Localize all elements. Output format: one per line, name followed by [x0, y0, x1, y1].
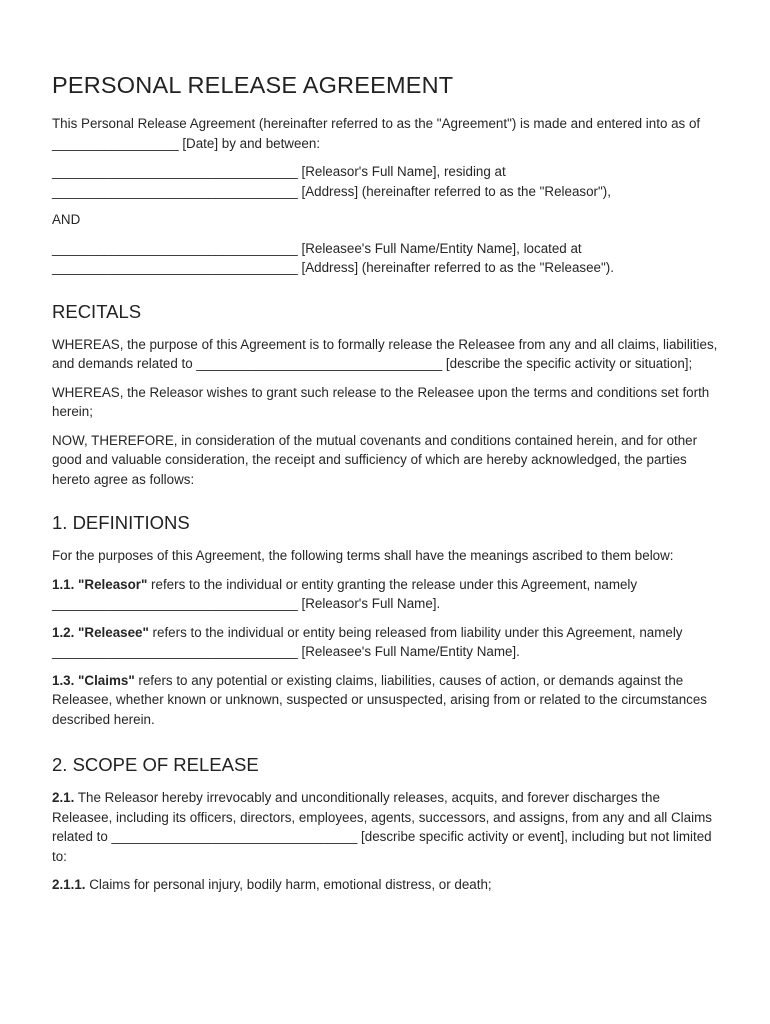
recital-paragraph-3: NOW, THEREFORE, in consideration of the mutual covenants and conditions contained herein, and for other good and valuable consideration, the receipt and sufficiency of which are hereby acknowledged, the parties hereto agree as follows: — [52, 432, 698, 487]
scope-clause-2-1-text: The Releasor hereby irrevocably and unconditionally releases, acquits, and forever discharges the Releasee, including its officers, directors, employees, agents, successors, and assigns, from any and all Claims related to _________________________________ [describe specific activity or event], including but not limited to: — [52, 790, 712, 864]
scope-clause-2-1-1-label: 2.1.1. — [52, 877, 86, 892]
definitions-heading: 1. DEFINITIONS — [52, 512, 190, 533]
definitions-intro: For the purposes of this Agreement, the following terms shall have the meanings ascribed to them below: — [52, 548, 674, 563]
document-title: PERSONAL RELEASE AGREEMENT — [52, 72, 454, 98]
releasor-line-2: _________________________________ [Address] (hereinafter referred to as the "Releasor"), — [52, 183, 611, 199]
definition-claims-text: refers to any potential or existing claims, liabilities, causes of action, or demands against the Releasee, whether known or unknown, suspected or unsuspected, arising from or related to the circumstances described herein. — [52, 672, 707, 727]
scope-clause-2-1-1 — [52, 875, 722, 895]
recital-paragraph-2: WHEREAS, the Releasor wishes to grant such release to the Releasee upon the terms and conditions set forth herein; — [52, 384, 710, 419]
releasor-block — [52, 162, 722, 201]
definition-releasee — [52, 623, 722, 662]
releasor-line-1: _________________________________ [Releasor's Full Name], residing at — [52, 164, 506, 179]
scope-heading: 2. SCOPE OF RELEASE — [52, 754, 259, 775]
definition-releasee-text: refers to the individual or entity being released from liability under this Agreement, namely _________________________________ [Releasee's Full Name/Entity Name]. — [52, 624, 683, 659]
definition-releasor-label: 1.1. "Releasor" — [52, 576, 148, 592]
document-page — [52, 70, 722, 904]
intro-paragraph: This Personal Release Agreement (hereinafter referred to as the "Agreement") is made and entered into as of _________________ [Date] by and between: — [52, 116, 701, 151]
recitals-heading: RECITALS — [52, 300, 142, 322]
and-separator: AND — [52, 212, 81, 227]
definition-releasor — [52, 575, 722, 614]
definition-claims-label: 1.3. "Claims" — [52, 672, 135, 688]
releasee-line-2: _________________________________ [Address] (hereinafter referred to as the "Releasee"). — [52, 260, 614, 275]
scope-clause-2-1-label: 2.1. — [52, 790, 75, 805]
scope-clause-2-1 — [52, 788, 722, 866]
releasee-block — [52, 239, 722, 278]
definition-claims — [52, 671, 722, 730]
definition-releasee-label: 1.2. "Releasee" — [52, 624, 149, 640]
recital-paragraph-1: WHEREAS, the purpose of this Agreement is to formally release the Releasee from any and all claims, liabilities, and demands related to _________________________________ [describe the specific activity or situation]; — [52, 336, 718, 371]
scope-clause-2-1-1-text: Claims for personal injury, bodily harm, emotional distress, or death; — [85, 877, 492, 892]
releasee-line-1: _________________________________ [Releasee's Full Name/Entity Name], located at — [52, 240, 582, 256]
definition-releasor-text: refers to the individual or entity granting the release under this Agreement, namely _________________________________ [Releasor's Full Name]. — [52, 576, 638, 611]
